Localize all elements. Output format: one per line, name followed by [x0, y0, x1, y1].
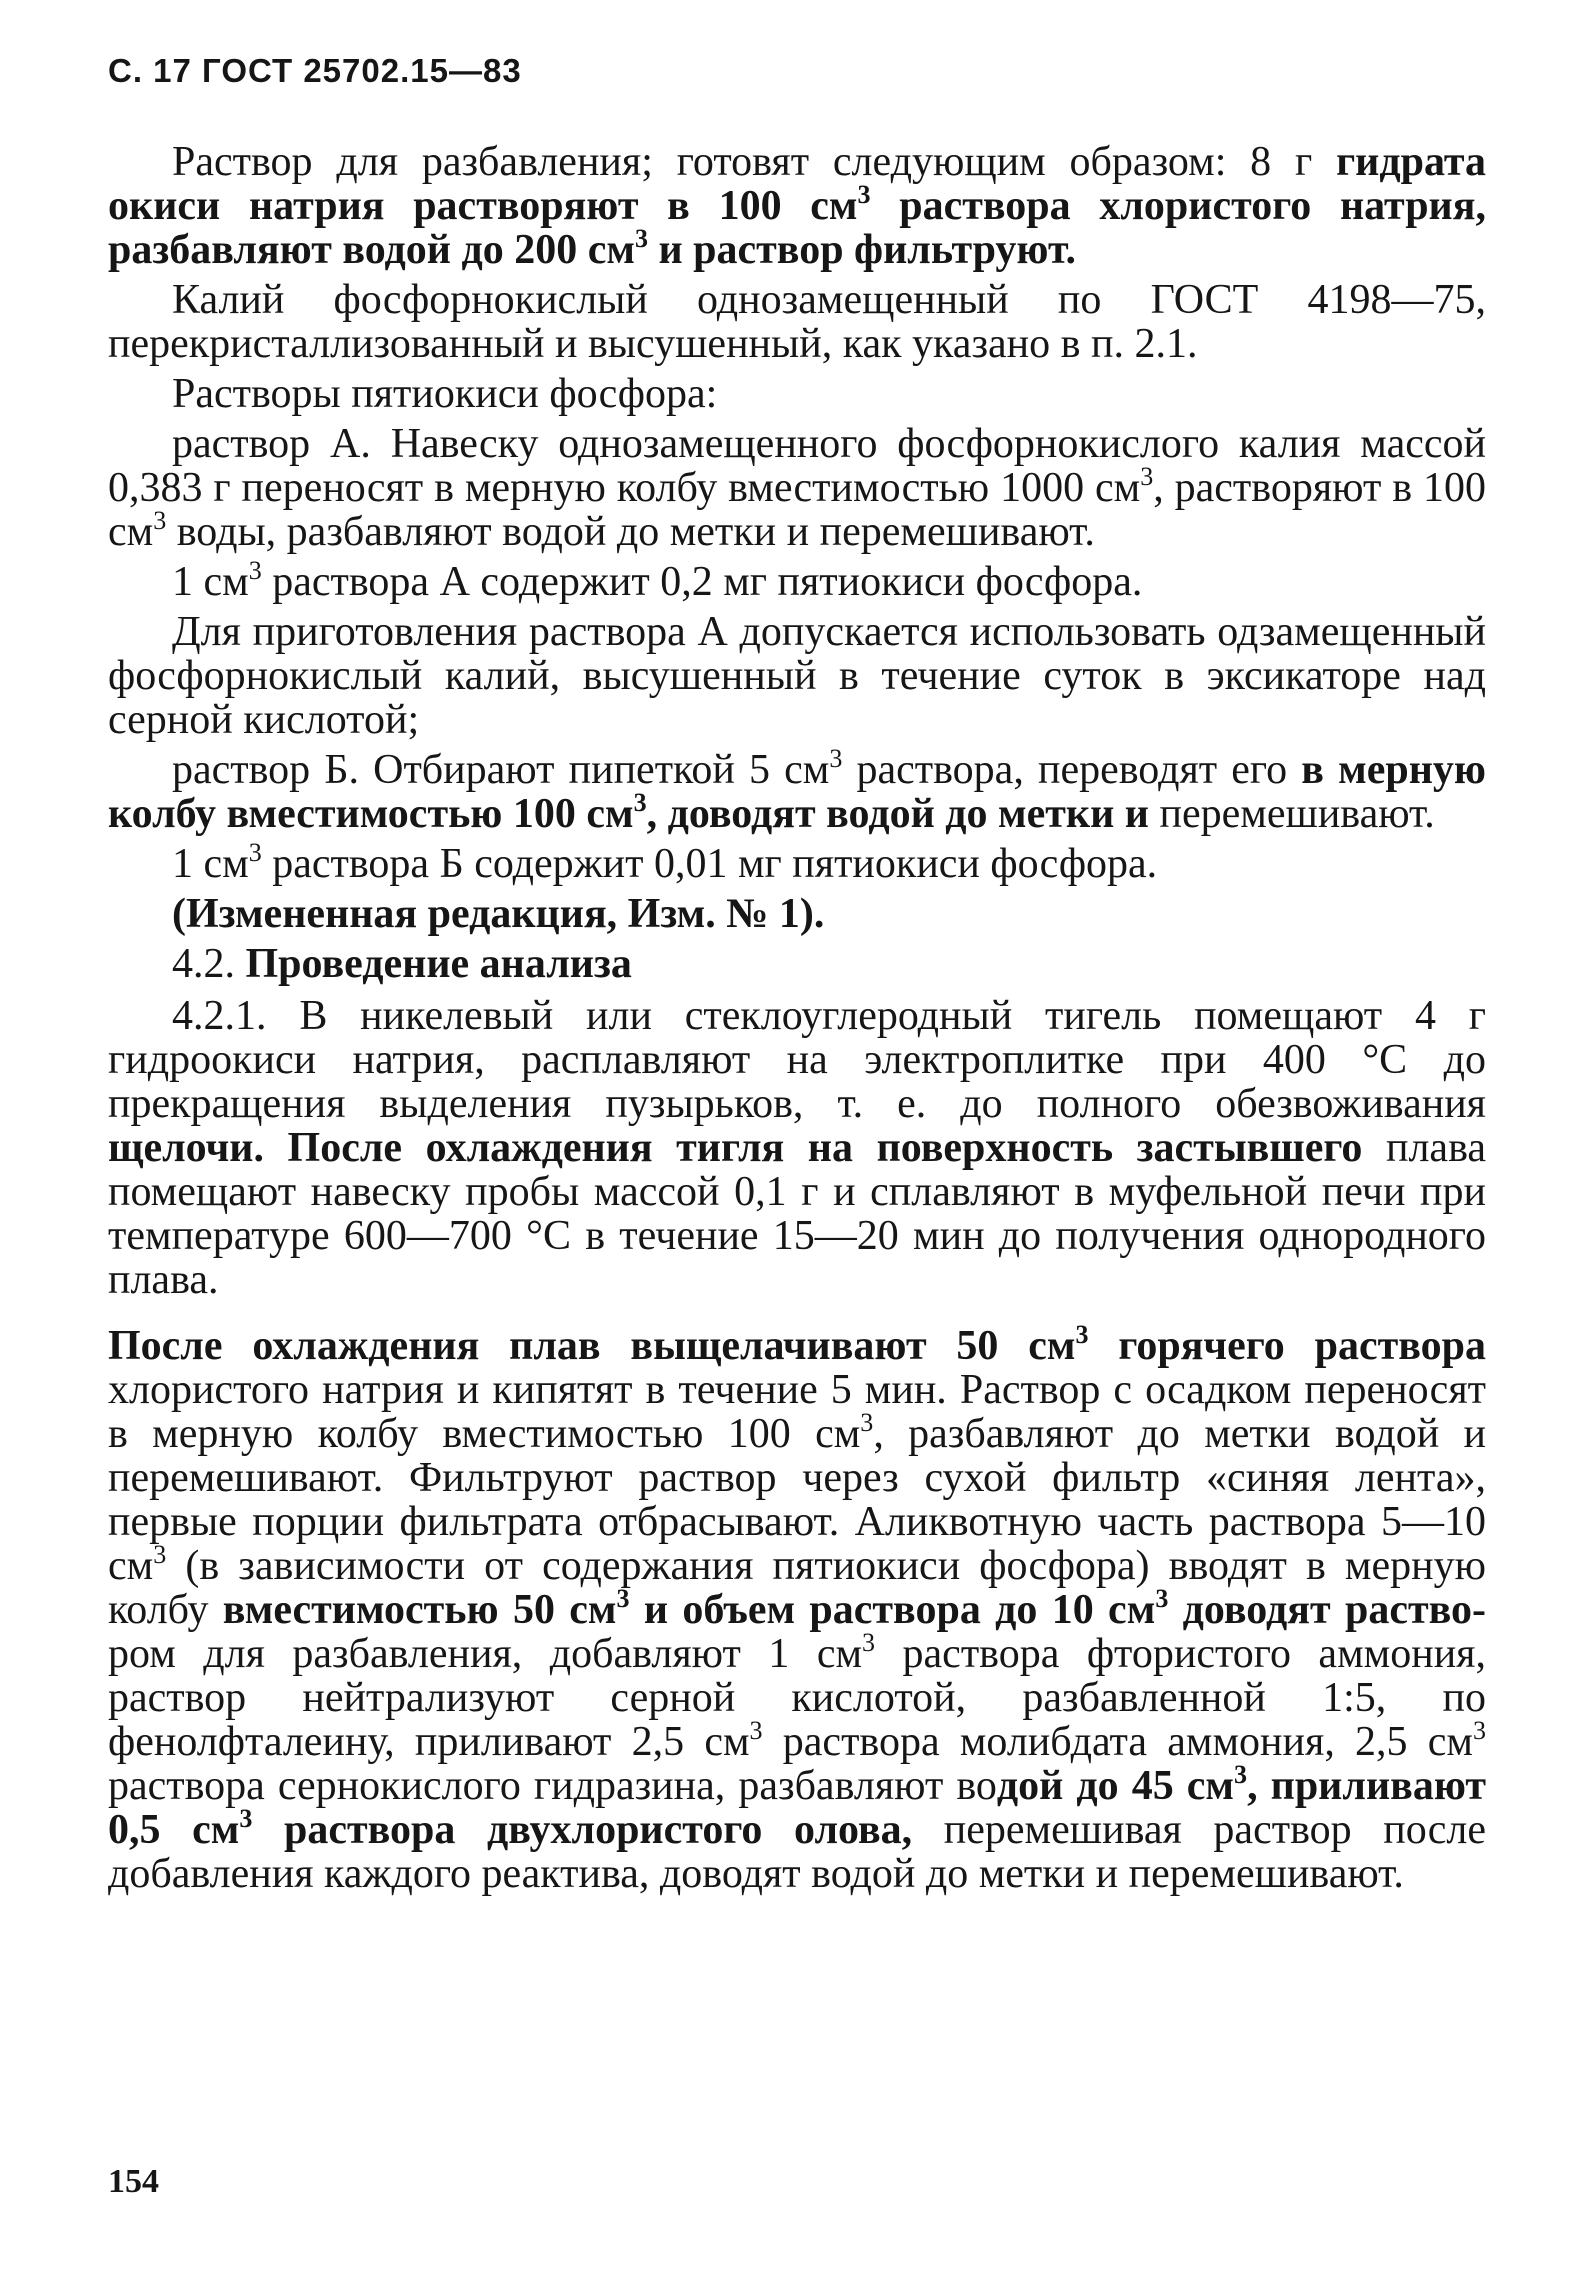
paragraph-leaching: После охлаждения плав выщелачивают 50 $см^3$ горячего раствора хлористого натрия и кипятят в течение 5 мин. Раствор с осадком переносят в мерную колбу вместимостью 100 $см^3$, разбавляют до метки водой и перемешивают. Фильтруют раствор через сухой фильтр «синяя лента», первые порции фильтрата отбрасывают. Аликвотную часть раствора 5—10 $см^3$ (в зависимости от содержания пятиокиси фосфора) вводят в мерную колбу вместимостью 50 $см^3$ и объем раствора до 10 $см^3$ доводят раство-ром для разбавления, добавляют 1 $см^3$ раствора фтористого аммония, раствор нейтрализуют серной кислотой, разбавленной 1:5, по фенолфталеину, приливают 2,5 $см^3$ раствора молибдата аммония, 2,5 $см^3$ раствора сернокислого гидразина, разбавляют водой до 45 $см^3$, приливают 0,5 $см^3$ раствора двухлористого олова, перемешивая раствор после добавления каждого реактива, доводят водой до метки и перемешивают. [108, 1319, 1487, 1897]
paragraph-4-2-1: 4.2.1. В никелевый или стеклоуглеродный тигель помещают 4 г гидроокиси натрия, расплавляют на электроплитке при 400 °С до прекращения выделения пузырьков, т. е. до полного обезвоживания щелочи. После охлаждения тигля на поверхность застывшего плава помещают навеску пробы массой 0,1 г и сплавляют в муфельной печи при температуре 600—700 °С в течение 15—20 мин до получения однородного плава. [108, 993, 1486, 1303]
section-heading-analysis: 4.2. Проведение анализа [172, 941, 632, 987]
paragraph-potassium-phosphate: Калий фосфорнокислый однозамещенный по ГОСТ 4198—75, перекристаллизованный и высушенный, как указано в п. 2.1. [108, 277, 1486, 367]
paragraph-solution-a-preparation: Для приготовления раствора А допускается использовать одзамещенный фосфорнокислый калий, высушенный в течение суток в эксикаторе над серной кислотой; [108, 609, 1486, 743]
page-header: С. 17 ГОСТ 25702.15—83 [108, 52, 522, 89]
body-text [108, 140, 1486, 1902]
paragraph-solution-a: раствор А. Навеску однозамещенного фосфорнокислого калия массой 0,383 г переносят в мерную колбу вместимостью 1000 $см^3$, растворяют в 100 $см^3$ воды, разбавляют водой до метки и перемешивают. [108, 421, 1486, 555]
paragraph-solution-b-content: 1 $см^3$ раствора Б содержит 0,01 мг пятиокиси фосфора. [172, 837, 1158, 887]
paragraph-phosphorus-solutions: Растворы пятиокиси фосфора: [172, 371, 718, 417]
amendment-note: (Измененная редакция, Изм. № 1). [172, 891, 825, 937]
paragraph-solution-a-content: 1 $см^3$ раствора А содержит 0,2 мг пятиокиси фосфора. [172, 555, 1143, 605]
paragraph-dilution-solution: Раствор для разбавления; готовят следующим образом: 8 г гидрата окиси натрия растворяют в 100 $см^3$ раствора хлористого натрия, разбавляют водой до 200 $см^3$ и раствор фильтруют. [108, 139, 1486, 273]
page-number: 154 [108, 2163, 159, 2200]
paragraph-solution-b: раствор Б. Отбирают пипеткой 5 $см^3$ раствора, переводят его в мерную колбу вместимостью 100 $см^3$, доводят водой до метки и перемешивают. [108, 743, 1486, 837]
